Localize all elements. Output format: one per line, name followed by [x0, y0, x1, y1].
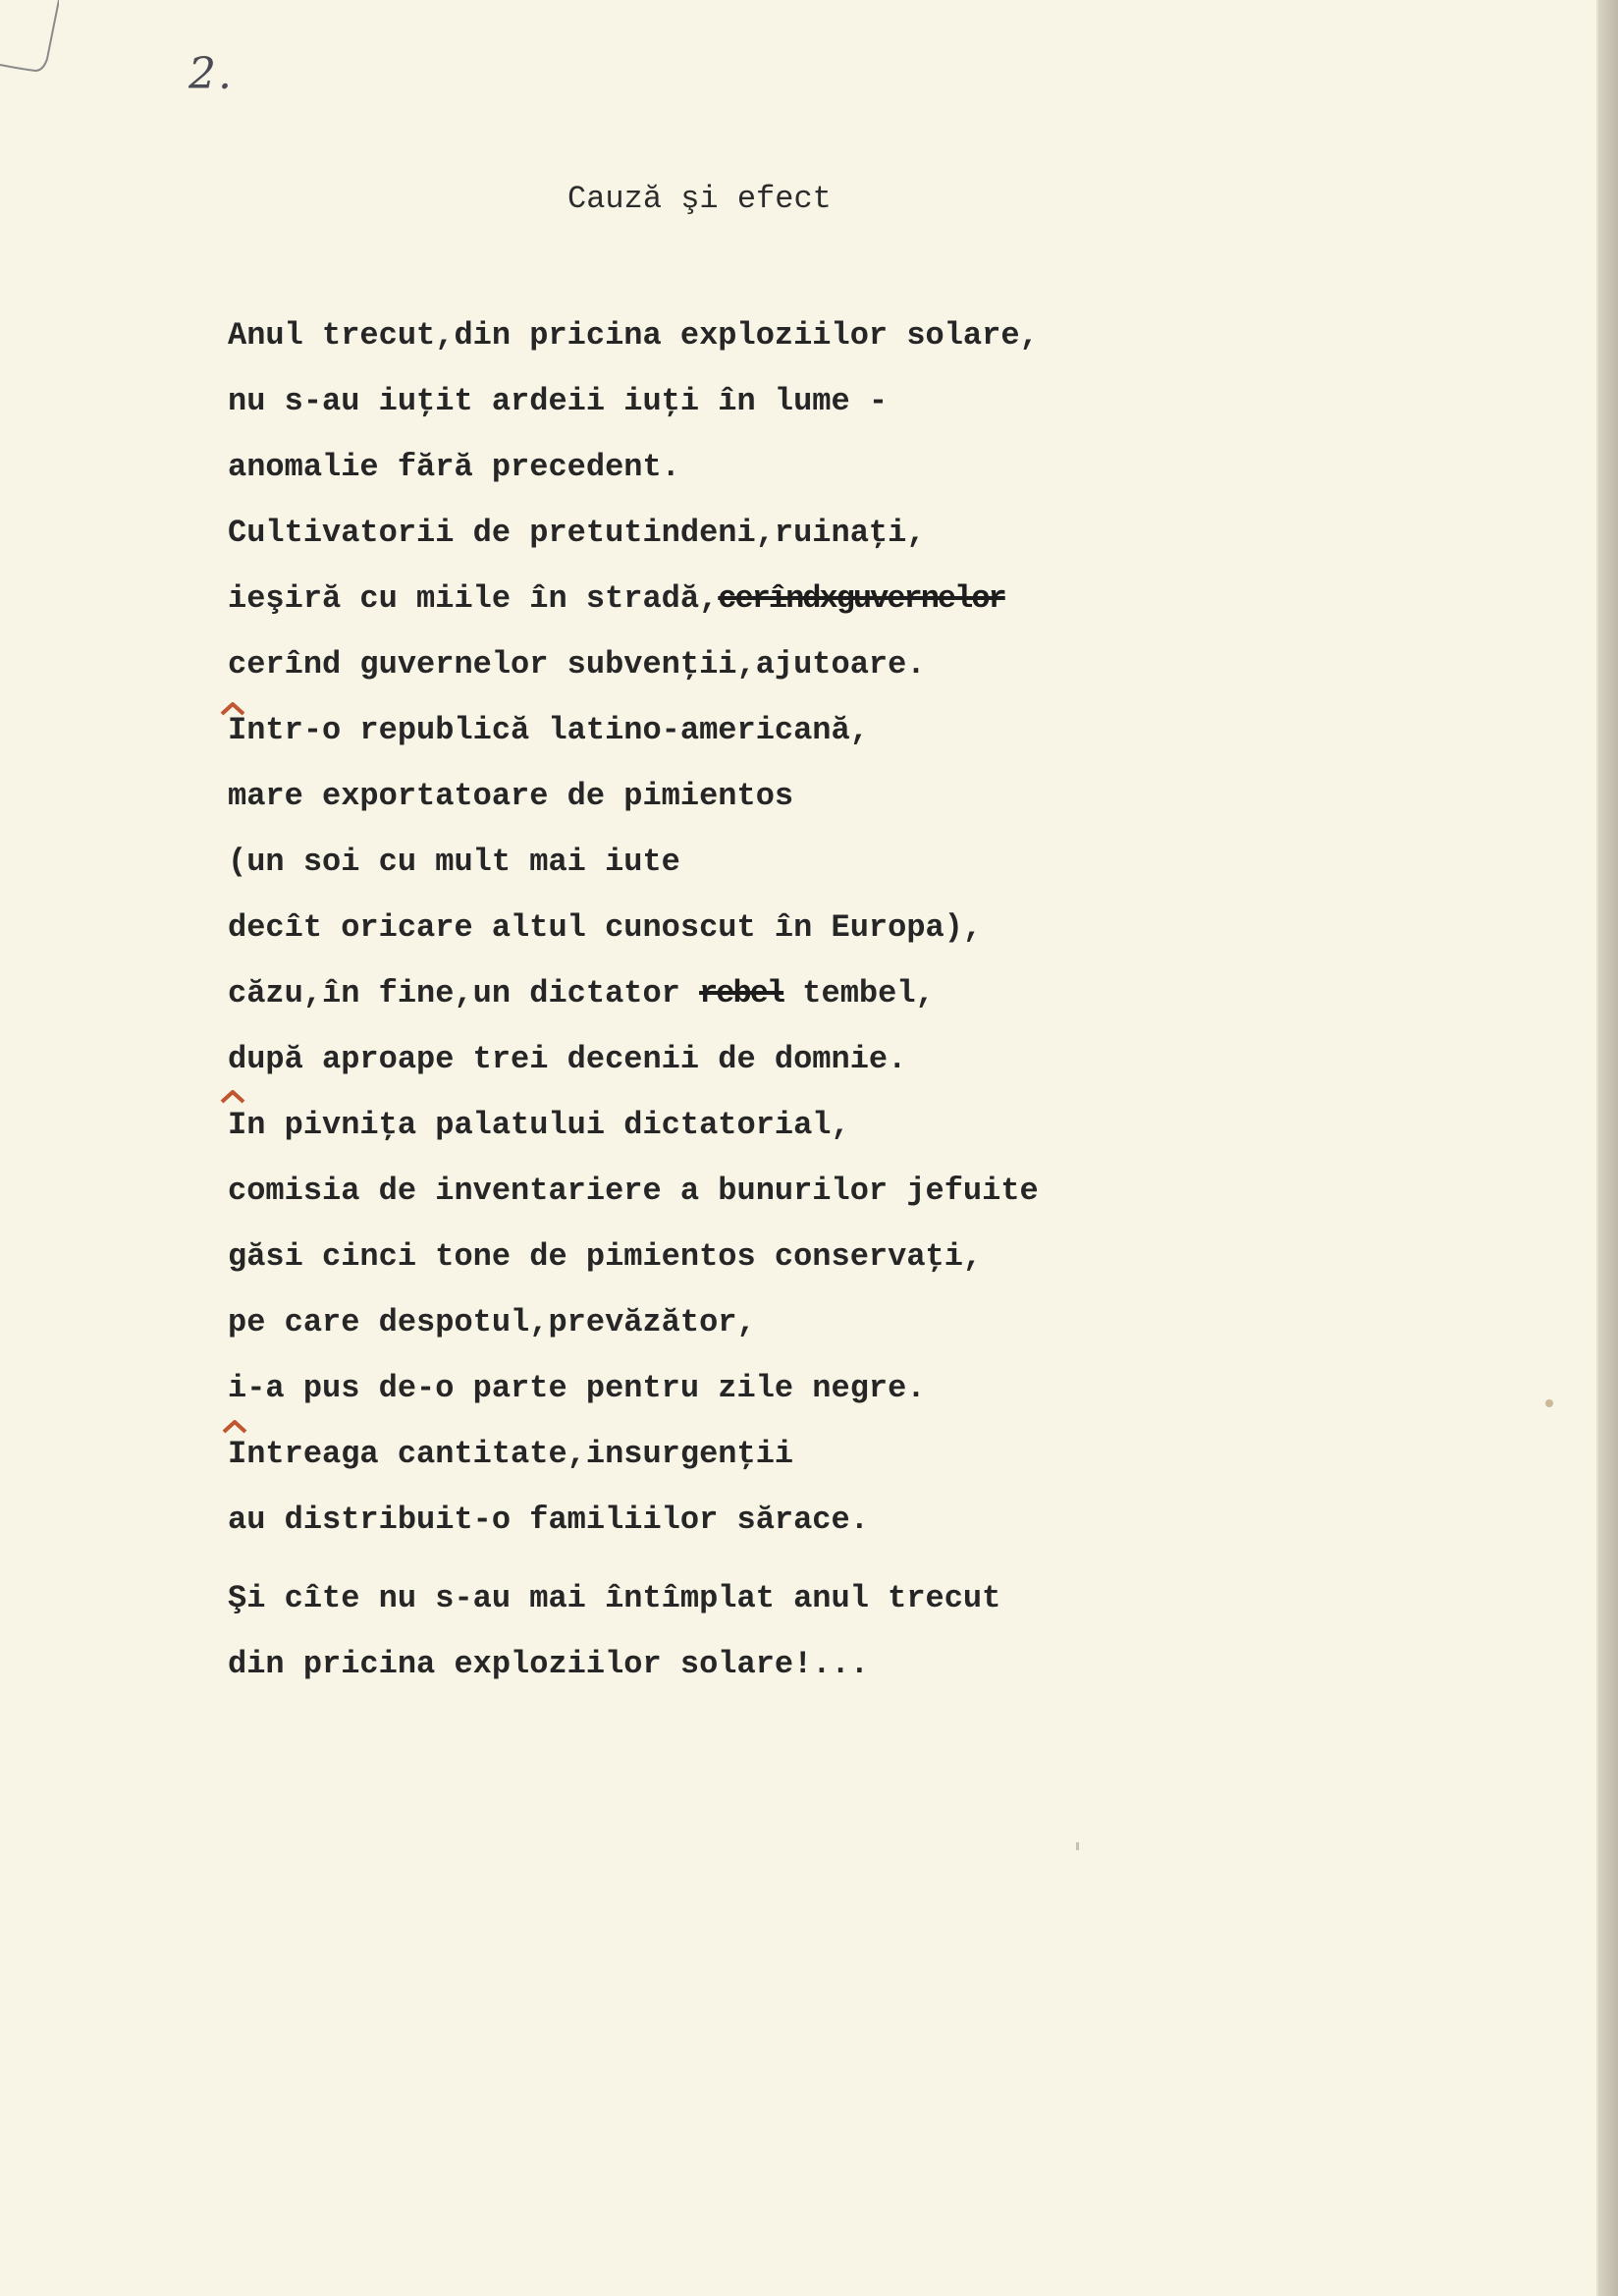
- poem-line: [228, 1040, 906, 1079]
- poem-line: [228, 1435, 793, 1474]
- poem-line: [228, 1237, 982, 1277]
- poem-line-text: găsi cinci tone de pimientos conservaţi,: [228, 1238, 983, 1275]
- poem-line-text: comisia de inventariere a bunurilor jefuite: [228, 1173, 1039, 1209]
- poem-title: Cauză şi efect: [567, 181, 832, 217]
- poem-line: [228, 1172, 1039, 1211]
- poem-line-text: In pivniţa palatului dictatorial,: [228, 1107, 850, 1143]
- poem-line-text: ieşiră cu miile în stradă,: [228, 580, 719, 617]
- poem-line-text: Intr-o republică latino-americană,: [228, 712, 869, 748]
- poem-line-text: Anul trecut,din pricina exploziilor solare,: [228, 317, 1039, 354]
- poem-line: [228, 1579, 1000, 1618]
- correction-caret-icon: [220, 1090, 245, 1104]
- poem-line-text: au distribuit-o familiilor sărace.: [228, 1502, 869, 1538]
- poem-line: [228, 514, 926, 553]
- poem-line-text: i-a pus de-o parte pentru zile negre.: [228, 1370, 926, 1406]
- struck-out-text: cerîndxguvernelor: [718, 580, 1005, 617]
- poem-line-text: din pricina exploziilor solare!...: [228, 1646, 869, 1682]
- poem-line-text: Intreaga cantitate,insurgenţii: [228, 1436, 794, 1472]
- poem-line-text: anomalie fără precedent.: [228, 449, 680, 485]
- poem-line-text: tembel,: [783, 975, 935, 1011]
- paper-speck: [1076, 1842, 1079, 1850]
- handwritten-page-number: 2.: [189, 49, 234, 99]
- poem-line-text: pe care despotul,prevăzător,: [228, 1304, 756, 1340]
- poem-line: [228, 974, 935, 1013]
- poem-line: [228, 645, 926, 684]
- paper-speck: [1545, 1399, 1553, 1407]
- poem-line: [228, 1369, 926, 1408]
- poem-line: [228, 382, 888, 421]
- poem-line: [228, 448, 680, 487]
- poem-line: [228, 711, 869, 750]
- poem-line: [228, 843, 680, 882]
- struck-out-text: rebel: [699, 975, 784, 1011]
- poem-line-text: Şi cîte nu s-au mai întîmplat anul trecut: [228, 1580, 1001, 1616]
- poem-line: [228, 1645, 869, 1684]
- page-edge-shadow: [1598, 0, 1618, 2296]
- poem-line: [228, 1501, 869, 1540]
- poem-line-text: mare exportatoare de pimientos: [228, 778, 794, 814]
- poem-line-text: Cultivatorii de pretutindeni,ruinaţi,: [228, 515, 926, 551]
- poem-line-text: cerînd guvernelor subvenţii,ajutoare.: [228, 646, 926, 683]
- correction-caret-icon: [222, 1420, 247, 1434]
- folded-corner-mark: [0, 0, 59, 79]
- poem-line: [228, 908, 982, 948]
- poem-line: [228, 777, 793, 816]
- poem-line: [228, 579, 1005, 619]
- poem-line: [228, 316, 1039, 355]
- poem-line-text: nu s-au iuţit ardeii iuţi în lume -: [228, 383, 889, 419]
- poem-line-text: după aproape trei decenii de domnie.: [228, 1041, 907, 1077]
- poem-line: [228, 1106, 850, 1145]
- poem-line-text: căzu,în fine,un dictator: [228, 975, 700, 1011]
- poem-line-text: (un soi cu mult mai iute: [228, 844, 680, 880]
- poem-line: [228, 1303, 756, 1342]
- correction-caret-icon: [220, 702, 245, 716]
- poem-line-text: decît oricare altul cunoscut în Europa),: [228, 909, 983, 946]
